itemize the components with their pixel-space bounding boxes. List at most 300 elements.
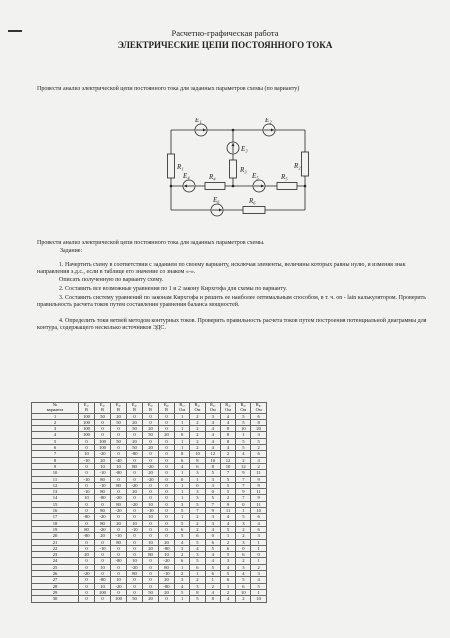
table-cell: 0 xyxy=(111,526,127,532)
table-cell: 8 xyxy=(251,419,266,425)
table-cell: 2 xyxy=(220,589,235,595)
header-line: варианта xyxy=(46,406,64,412)
table-cell: 5 xyxy=(236,413,251,419)
header-line: Ом xyxy=(209,406,216,412)
table-cell: 80 xyxy=(111,501,127,507)
variant-number-cell: 7 xyxy=(32,451,79,457)
table-row xyxy=(32,596,267,602)
table-cell: -80 xyxy=(95,577,111,583)
header-line: R₆, xyxy=(255,402,262,407)
table-cell: 10 xyxy=(143,514,159,520)
table-header-row xyxy=(32,403,267,414)
table-cell: 9 xyxy=(220,501,235,507)
header-line: E₄, xyxy=(131,402,138,407)
table-cell: 1 xyxy=(251,558,266,564)
item-1b: Описать полученную по варианту схему. xyxy=(59,277,164,283)
table-cell: 0 xyxy=(205,489,220,495)
table-cell: 4 xyxy=(236,451,251,457)
variant-number-cell: 13 xyxy=(32,489,79,495)
table-cell: 5 xyxy=(175,589,190,595)
zadanie-label: Задание: xyxy=(60,248,83,254)
table-cell: 80 xyxy=(95,508,111,514)
table-cell: 0 xyxy=(236,501,251,507)
table-cell: 0 xyxy=(190,482,205,488)
variant-number-cell: 2 xyxy=(32,419,79,425)
variants-table xyxy=(31,402,267,603)
table-cell: 80 xyxy=(143,552,159,558)
table-cell: 6 xyxy=(220,577,235,583)
table-cell: 0 xyxy=(127,577,143,583)
table-cell: 10 xyxy=(159,552,175,558)
table-cell: 20 xyxy=(251,426,266,432)
table-cell: 5 xyxy=(205,495,220,501)
table-cell: 2 xyxy=(251,564,266,570)
table-cell: 0 xyxy=(111,445,127,451)
table-cell: 20 xyxy=(159,432,175,438)
table-cell: 0 xyxy=(79,539,95,545)
table-cell: 3 xyxy=(205,514,220,520)
table-cell: 4 xyxy=(190,545,205,551)
table-cell: 1 xyxy=(236,508,251,514)
table-cell: 0 xyxy=(143,489,159,495)
variant-number-cell: 23 xyxy=(32,552,79,558)
table-cell: 2 xyxy=(190,577,205,583)
table-cell: 4 xyxy=(205,432,220,438)
table-cell: 3 xyxy=(205,476,220,482)
header-line: E₅, xyxy=(147,402,154,407)
table-cell: 3 xyxy=(190,552,205,558)
table-cell: 11 xyxy=(251,489,266,495)
table-cell: 1 xyxy=(175,413,190,419)
table-header-cell xyxy=(190,403,205,414)
table-cell: 9 xyxy=(251,476,266,482)
item-3: 3. Составить систему уравнений по законам Кирхгофа и решить ее наиболее оптимальным способом, в т. ч. on - lain калькулятором. Проверить правильность расчета токов путем составления уравнения баланса мощностей. xyxy=(37,295,426,309)
table-cell: 0 xyxy=(236,545,251,551)
table-cell: 20 xyxy=(159,539,175,545)
table-cell: 2 xyxy=(190,438,205,444)
table-cell: 3 xyxy=(205,520,220,526)
table-cell: -20 xyxy=(95,451,111,457)
table-cell: 4 xyxy=(251,457,266,463)
variant-number-cell: 15 xyxy=(32,501,79,507)
item-1: 1. Начертить схему в соответствии с заданием по своему варианту, исключая элементы, величины которых равны нулю, и изменяя знак направления э.д.с., если в таблице его значение со знаком «-». xyxy=(37,262,406,276)
header-line: E₂, xyxy=(99,402,106,407)
circuit-diagram xyxy=(165,118,315,226)
label-e6: E₆ xyxy=(213,196,220,204)
table-cell: 3 xyxy=(251,571,266,577)
table-cell: 10 xyxy=(236,589,251,595)
table-cell: -80 xyxy=(159,583,175,589)
table-cell: 3 xyxy=(175,545,190,551)
variant-number-cell: 3 xyxy=(32,426,79,432)
table-cell: 20 xyxy=(143,470,159,476)
table-cell: 6 xyxy=(236,583,251,589)
header-line: В xyxy=(133,406,136,412)
table-cell: 100 xyxy=(95,589,111,595)
table-cell: 3 xyxy=(251,432,266,438)
table-header-cell xyxy=(220,403,235,414)
table-cell: 0 xyxy=(79,564,95,570)
table-cell: 20 xyxy=(159,589,175,595)
table-cell: 20 xyxy=(143,596,159,602)
table-cell: 0 xyxy=(143,533,159,539)
table-cell: 5 xyxy=(236,514,251,520)
table-cell: 5 xyxy=(190,539,205,545)
table-cell: 50 xyxy=(111,419,127,425)
table-cell: 0 xyxy=(79,577,95,583)
table-cell: 1 xyxy=(205,577,220,583)
task-text-top: Провести анализ электрической цепи постоянного тока для заданных параметров схемы (по варианту) xyxy=(37,86,300,92)
table-cell: 0 xyxy=(79,589,95,595)
table-cell: 5 xyxy=(175,533,190,539)
variant-number-cell: 26 xyxy=(32,571,79,577)
table-cell: 0 xyxy=(111,489,127,495)
table-cell: -20 xyxy=(79,571,95,577)
table-cell: 20 xyxy=(127,419,143,425)
table-cell: 6 xyxy=(251,413,266,419)
variant-number-cell: 6 xyxy=(32,445,79,451)
table-cell: 20 xyxy=(95,457,111,463)
table-header-cell xyxy=(251,403,266,414)
table-cell: 0 xyxy=(175,432,190,438)
table-cell: 11 xyxy=(251,501,266,507)
header-line: R₅, xyxy=(240,402,247,407)
table-cell: 0 xyxy=(175,476,190,482)
table-cell: 5 xyxy=(236,419,251,425)
table-cell: 0 xyxy=(159,457,175,463)
table-cell: 2 xyxy=(190,432,205,438)
table-cell: 0 xyxy=(95,419,111,425)
header-line: Ом xyxy=(255,406,262,412)
table-cell: -10 xyxy=(127,526,143,532)
table-cell: 80 xyxy=(95,489,111,495)
table-cell: 2 xyxy=(175,571,190,577)
table-cell: 10 xyxy=(190,451,205,457)
table-cell: -20 xyxy=(143,463,159,469)
table-cell: 0 xyxy=(127,583,143,589)
variant-number-cell: 30 xyxy=(32,596,79,602)
table-cell: 20 xyxy=(95,533,111,539)
variant-number-cell: 29 xyxy=(32,589,79,595)
table-cell: 3 xyxy=(190,470,205,476)
table-cell: 5 xyxy=(220,526,235,532)
table-cell: 5 xyxy=(220,476,235,482)
label-e4: E₄ xyxy=(183,172,190,180)
table-header-cell xyxy=(32,403,79,414)
variant-number-cell: 14 xyxy=(32,495,79,501)
label-r6: R₆ xyxy=(249,197,256,205)
label-r1: R₁ xyxy=(177,163,184,171)
variant-number-cell: 9 xyxy=(32,463,79,469)
table-cell: 100 xyxy=(111,596,127,602)
label-e5: E₅ xyxy=(252,172,259,180)
header-line: Ом xyxy=(179,406,186,412)
table-cell: 1 xyxy=(251,589,266,595)
table-cell: 0 xyxy=(159,508,175,514)
table-cell: 0 xyxy=(159,463,175,469)
table-cell: 50 xyxy=(111,438,127,444)
table-cell: 10 xyxy=(127,558,143,564)
table-cell: 10 xyxy=(79,451,95,457)
table-cell: 0 xyxy=(79,545,95,551)
table-cell: 4 xyxy=(175,463,190,469)
label-e1: E₁ xyxy=(195,118,202,124)
table-cell: 4 xyxy=(205,558,220,564)
table-cell: 6 xyxy=(190,564,205,570)
table-cell: 0 xyxy=(111,571,127,577)
table-cell: 0 xyxy=(127,476,143,482)
table-cell: 10 xyxy=(251,508,266,514)
table-cell: -20 xyxy=(95,514,111,520)
table-cell: 0 xyxy=(111,451,127,457)
variant-number-cell: 28 xyxy=(32,583,79,589)
table-cell: 10 xyxy=(95,564,111,570)
table-cell: 80 xyxy=(111,482,127,488)
table-cell: -10 xyxy=(95,545,111,551)
table-cell: 6 xyxy=(220,545,235,551)
variant-number-cell: 17 xyxy=(32,514,79,520)
table-cell: 10 xyxy=(111,577,127,583)
table-header-cell xyxy=(205,403,220,414)
table-cell: 3 xyxy=(220,558,235,564)
table-cell: 11 xyxy=(251,470,266,476)
table-cell: 2 xyxy=(220,539,235,545)
table-cell: 0 xyxy=(143,451,159,457)
table-cell: 80 xyxy=(159,564,175,570)
table-cell: 8 xyxy=(205,463,220,469)
table-cell: 0 xyxy=(143,413,159,419)
table-cell: 11 xyxy=(220,508,235,514)
table-cell: 0 xyxy=(79,438,95,444)
table-cell: 1 xyxy=(175,495,190,501)
table-cell: 5 xyxy=(190,501,205,507)
table-cell: -40 xyxy=(111,457,127,463)
table-cell: 100 xyxy=(79,419,95,425)
table-cell: 10 xyxy=(220,463,235,469)
table-cell: 7 xyxy=(205,501,220,507)
table-cell: 10 xyxy=(111,463,127,469)
table-cell: 5 xyxy=(175,520,190,526)
header-line: В xyxy=(101,406,104,412)
table-cell: 0 xyxy=(143,457,159,463)
table-cell: 0 xyxy=(111,564,127,570)
table-cell: 6 xyxy=(175,457,190,463)
table-cell: 7 xyxy=(220,470,235,476)
table-cell: 1 xyxy=(251,545,266,551)
table-cell: 5 xyxy=(220,489,235,495)
table-cell: 4 xyxy=(220,596,235,602)
table-cell: 0 xyxy=(143,495,159,501)
table-cell: 3 xyxy=(205,482,220,488)
variant-number-cell: 12 xyxy=(32,482,79,488)
table-cell: 1 xyxy=(175,426,190,432)
table-cell: 4 xyxy=(220,413,235,419)
table-cell: 1 xyxy=(175,482,190,488)
table-cell: 3 xyxy=(236,539,251,545)
table-cell: 12 xyxy=(205,451,220,457)
table-cell: 2 xyxy=(220,451,235,457)
header-line: R₁, xyxy=(179,402,185,407)
table-cell: 0 xyxy=(111,426,127,432)
table-cell: 0 xyxy=(159,413,175,419)
table-cell: 0 xyxy=(159,451,175,457)
table-cell: 3 xyxy=(236,564,251,570)
table-cell: 3 xyxy=(251,533,266,539)
table-cell: 10 xyxy=(143,539,159,545)
table-cell: -80 xyxy=(111,470,127,476)
table-cell: 7 xyxy=(236,482,251,488)
table-cell: -80 xyxy=(127,451,143,457)
table-cell: -20 xyxy=(159,558,175,564)
table-cell: 1 xyxy=(190,571,205,577)
table-cell: 4 xyxy=(205,589,220,595)
header-line: В xyxy=(85,406,88,412)
header-line: R₄, xyxy=(225,402,231,407)
variant-number-cell: 16 xyxy=(32,508,79,514)
table-cell: 0 xyxy=(159,419,175,425)
table-cell: 8 xyxy=(175,451,190,457)
table-cell: 3 xyxy=(190,495,205,501)
header-line: В xyxy=(165,406,168,412)
table-cell: 0 xyxy=(111,514,127,520)
table-cell: 0 xyxy=(159,426,175,432)
header-line: R₃, xyxy=(209,402,216,407)
table-cell: -10 xyxy=(79,457,95,463)
table-cell: 4 xyxy=(205,426,220,432)
table-cell: 10 xyxy=(95,583,111,589)
table-cell: 4 xyxy=(175,539,190,545)
variant-number-cell: 10 xyxy=(32,470,79,476)
header-line: Ом xyxy=(240,406,247,412)
table-cell: 10 xyxy=(127,520,143,526)
item-4: 4. Определить токи ветвей методом контурных токов. Проверить правильность расчета токов путем построения потенциальной диаграммы для контура, содержащего несколько источников ЭДС. xyxy=(37,318,427,332)
table-cell: 100 xyxy=(79,426,95,432)
table-cell: 0 xyxy=(159,482,175,488)
table-cell: 0 xyxy=(79,596,95,602)
table-cell: 2 xyxy=(190,514,205,520)
table-cell: 0 xyxy=(111,476,127,482)
table-cell: 0 xyxy=(143,482,159,488)
table-cell: 0 xyxy=(127,413,143,419)
table-cell: 0 xyxy=(111,432,127,438)
table-cell: 6 xyxy=(190,533,205,539)
table-cell: 80 xyxy=(95,520,111,526)
variant-number-cell: 24 xyxy=(32,558,79,564)
label-e3: E₃ xyxy=(241,145,248,153)
table-cell: 0 xyxy=(95,552,111,558)
table-cell: 9 xyxy=(205,508,220,514)
table-cell: 6 xyxy=(175,558,190,564)
table-cell: 1 xyxy=(175,470,190,476)
table-cell: 50 xyxy=(127,426,143,432)
table-cell: 3 xyxy=(190,583,205,589)
table-cell: 0 xyxy=(143,520,159,526)
table-cell: 20 xyxy=(127,438,143,444)
table-cell: 0 xyxy=(127,508,143,514)
table-cell: 20 xyxy=(143,445,159,451)
table-cell: 6 xyxy=(251,514,266,520)
table-cell: 80 xyxy=(95,476,111,482)
header-line: R₂, xyxy=(194,402,201,407)
variant-number-cell: 21 xyxy=(32,539,79,545)
table-cell: 5 xyxy=(251,438,266,444)
header-line: Ом xyxy=(194,406,201,412)
table-cell: 0 xyxy=(159,533,175,539)
table-cell: -20 xyxy=(111,508,127,514)
table-cell: 2 xyxy=(251,445,266,451)
table-cell: 0 xyxy=(95,426,111,432)
table-cell: 0 xyxy=(127,533,143,539)
item-2: 2. Составить все возможные уравнения по 1 и 2 закону Кирхгофа для схемы по варианту. xyxy=(59,286,287,292)
table-cell: 1 xyxy=(175,419,190,425)
table-cell: 0 xyxy=(159,501,175,507)
variant-number-cell: 5 xyxy=(32,438,79,444)
table-cell: 5 xyxy=(251,583,266,589)
table-cell: 50 xyxy=(127,596,143,602)
table-cell: 50 xyxy=(143,432,159,438)
table-cell: 4 xyxy=(205,419,220,425)
table-cell: 10 xyxy=(95,463,111,469)
table-cell: 0 xyxy=(127,495,143,501)
table-cell: 2 xyxy=(251,463,266,469)
table-cell: 9 xyxy=(236,470,251,476)
table-cell: 1 xyxy=(220,533,235,539)
variant-number-cell: 20 xyxy=(32,533,79,539)
table-cell: 0 xyxy=(143,583,159,589)
table-cell: 6 xyxy=(205,571,220,577)
table-cell: -20 xyxy=(127,482,143,488)
table-cell: 50 xyxy=(143,589,159,595)
table-cell: 5 xyxy=(236,577,251,583)
variant-number-cell: 19 xyxy=(32,526,79,532)
table-cell: 4 xyxy=(205,552,220,558)
variant-number-cell: 22 xyxy=(32,545,79,551)
table-cell: 0 xyxy=(159,526,175,532)
table-cell: 0 xyxy=(79,445,95,451)
table-cell: 0 xyxy=(95,596,111,602)
variant-number-cell: 27 xyxy=(32,577,79,583)
table-cell: 100 xyxy=(95,438,111,444)
table-cell: 0 xyxy=(143,564,159,570)
table-cell: 100 xyxy=(95,445,111,451)
table-cell: -20 xyxy=(111,583,127,589)
table-cell: 0 xyxy=(143,438,159,444)
header-line: E₁, xyxy=(83,402,90,407)
table-cell: 0 xyxy=(95,432,111,438)
variant-number-cell: 11 xyxy=(32,476,79,482)
table-cell: 0 xyxy=(159,445,175,451)
table-cell: 12 xyxy=(220,457,235,463)
table-cell: 4 xyxy=(205,526,220,532)
table-header-cell xyxy=(159,403,175,414)
table-cell: 80 xyxy=(111,539,127,545)
table-cell: 2 xyxy=(175,552,190,558)
table-cell: -80 xyxy=(159,545,175,551)
variant-number-cell: 1 xyxy=(32,413,79,419)
table-cell: -10 xyxy=(159,571,175,577)
table-cell: 6 xyxy=(251,451,266,457)
table-cell: 1 xyxy=(175,514,190,520)
label-r3: R₃ xyxy=(240,166,247,174)
table-cell: 5 xyxy=(220,482,235,488)
table-cell: 9 xyxy=(236,489,251,495)
table-header-cell xyxy=(236,403,251,414)
table-cell: 10 xyxy=(143,501,159,507)
table-cell: 8 xyxy=(205,596,220,602)
table-cell: -10 xyxy=(95,482,111,488)
table-cell: 4 xyxy=(236,571,251,577)
table-cell: 8 xyxy=(190,457,205,463)
